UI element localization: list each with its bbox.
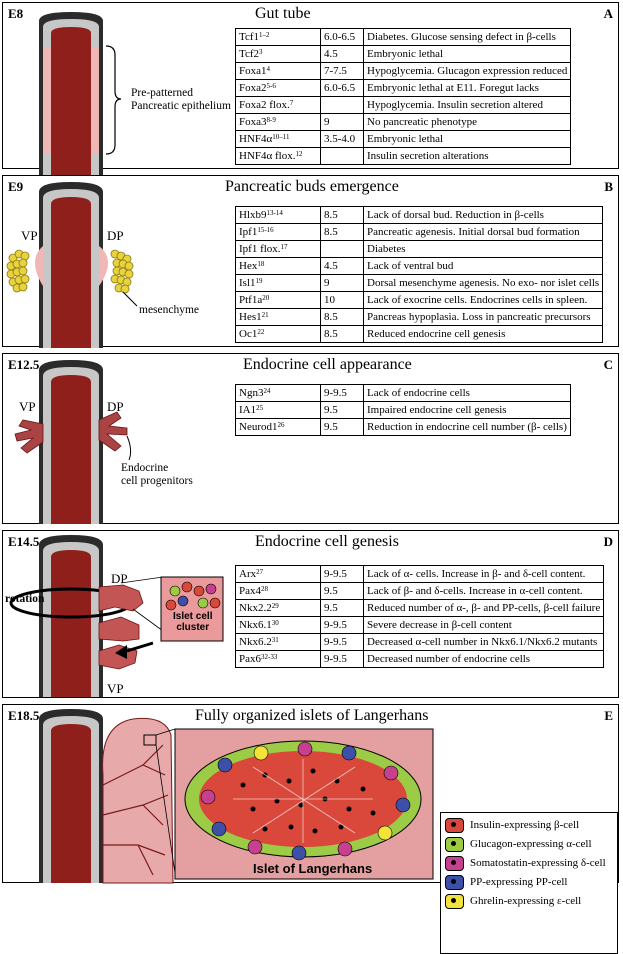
gene-row — [236, 402, 571, 419]
gene-row — [236, 224, 603, 241]
gene-phenotype: Hypoglycemia. Glucagon expression reduced — [364, 63, 571, 80]
epsilon-cell-icon — [445, 894, 464, 909]
gene-phenotype: Lack of dorsal bud. Reduction in β-cells — [364, 207, 603, 224]
gene-name: $Pax4^{28}$ — [236, 583, 321, 600]
gene-name: $Ptf1a^{20}$ — [236, 292, 321, 309]
gene-stage: 8.5 — [321, 207, 364, 224]
gene-row — [236, 309, 603, 326]
gene-phenotype: Reduced number of α-, β- and PP-cells, β-cell failure — [364, 600, 604, 617]
legend-item: Glucagon-expressing α-cell — [445, 837, 592, 852]
gene-stage: 7-7.5 — [321, 63, 364, 80]
gene-phenotype: Lack of endocrine cells — [364, 385, 571, 402]
gene-row — [236, 600, 604, 617]
panel-c — [2, 353, 619, 524]
panel-a — [2, 2, 619, 169]
mesenchyme-label: mesenchyme — [139, 304, 200, 316]
pp-cell-icon — [445, 875, 464, 890]
gene-row — [236, 275, 603, 292]
gene-stage: 8.5 — [321, 326, 364, 343]
gene-stage — [321, 148, 364, 165]
gene-phenotype: Pancreas hypoplasia. Loss in pancreatic precursors — [364, 309, 603, 326]
panel-e-letter: E — [604, 708, 613, 723]
gene-phenotype: Lack of β- and δ-cells. Increase in α-cell content. — [364, 583, 604, 600]
gene-row — [236, 292, 603, 309]
gene-phenotype: Severe decrease in β-cell content — [364, 617, 604, 634]
gene-row — [236, 385, 571, 402]
panel-b — [2, 175, 619, 347]
gene-row — [236, 148, 571, 165]
vp-label-d: VP — [107, 681, 124, 696]
gene-name: $Foxa1^4$ — [236, 63, 321, 80]
gene-stage — [321, 241, 364, 258]
beta-cell-icon — [445, 818, 464, 833]
gene-phenotype: Decreased α-cell number in Nkx6.1/Nkx6.2 mutants — [364, 634, 604, 651]
gene-name: $Oc1^{22}$ — [236, 326, 321, 343]
gene-name: $Nkx6.1^{30}$ — [236, 617, 321, 634]
dp-label-c: DP — [107, 399, 124, 414]
cell-type-legend — [440, 812, 618, 954]
gene-row — [236, 258, 603, 275]
legend-item: PP-expressing PP-cell — [445, 875, 567, 890]
gene-row — [236, 326, 603, 343]
pancreatic-buds-diagram — [3, 176, 243, 346]
gene-row — [236, 29, 571, 46]
legend-item: Insulin-expressing β-cell — [445, 818, 579, 833]
gene-phenotype: Diabetes. Glucose sensing defect in β-cells — [364, 29, 571, 46]
gene-stage: 6.0-6.5 — [321, 29, 364, 46]
gene-name: $Neurod1^{26}$ — [236, 419, 321, 436]
gene-phenotype: Hypoglycemia. Insulin secretion altered — [364, 97, 571, 114]
endocrine-progenitors-label: Endocrine cell progenitors — [121, 462, 193, 487]
gene-stage: 9-9.5 — [321, 634, 364, 651]
gene-row — [236, 131, 571, 148]
panel-d-title: Endocrine cell genesis — [255, 533, 399, 550]
gene-phenotype: Pancreatic agenesis. Initial dorsal bud formation — [364, 224, 603, 241]
gene-phenotype: Reduced endocrine cell genesis — [364, 326, 603, 343]
gene-phenotype: Diabetes — [364, 241, 603, 258]
gene-stage: 8.5 — [321, 309, 364, 326]
gene-name: $Nkx6.2^{31}$ — [236, 634, 321, 651]
gene-name: $Isl1^{19}$ — [236, 275, 321, 292]
gene-row — [236, 80, 571, 97]
gene-stage: 9-9.5 — [321, 385, 364, 402]
islet-cluster-label: Islet cell cluster — [173, 611, 213, 633]
gene-row — [236, 634, 604, 651]
gene-stage: 9.5 — [321, 583, 364, 600]
gene-phenotype: Reduction in endocrine cell number (β- cells) — [364, 419, 571, 436]
panel-d — [2, 530, 619, 698]
panel-d-stage: E14.5 — [8, 534, 40, 549]
mesenchyme-cells-right — [111, 250, 133, 293]
gene-name: $Hes1^{21}$ — [236, 309, 321, 326]
panel-a-stage: E8 — [8, 6, 24, 21]
dp-label-d: DP — [111, 571, 128, 586]
gene-phenotype: Embryonic lethal — [364, 131, 571, 148]
gene-name: Ipf1$^{15-16}$ — [236, 224, 321, 241]
gene-phenotype: Embryonic lethal at E11. Foregut lacks — [364, 80, 571, 97]
gene-name: Hex$^{18}$ — [236, 258, 321, 275]
alpha-cell-icon — [445, 837, 464, 852]
gene-row — [236, 63, 571, 80]
gene-phenotype: Decreased number of endocrine cells — [364, 651, 604, 668]
gene-phenotype: Dorsal mesenchyme agenesis. No exo- nor islet cells — [364, 275, 603, 292]
gene-phenotype: Lack of ventral bud — [364, 258, 603, 275]
gene-stage: 9.5 — [321, 402, 364, 419]
endocrine-appearance-diagram — [3, 354, 243, 524]
gene-stage — [321, 97, 364, 114]
gene-name: Foxa2 flox.$^7$ — [236, 97, 321, 114]
gene-name: $Ngn3^{24}$ — [236, 385, 321, 402]
gene-name: Arx$^{27}$ — [236, 566, 321, 583]
panel-b-title: Pancreatic buds emergence — [225, 178, 399, 195]
gene-stage: 9-9.5 — [321, 651, 364, 668]
gene-row — [236, 583, 604, 600]
panel-c-letter: C — [603, 357, 613, 372]
gene-table-a — [235, 28, 571, 165]
gene-phenotype: Impaired endocrine cell genesis — [364, 402, 571, 419]
panel-c-title: Endocrine cell appearance — [243, 356, 412, 373]
gene-table-c — [235, 384, 571, 436]
gene-stage: 9 — [321, 114, 364, 131]
panel-e-stage: E18.5 — [8, 708, 40, 723]
gene-stage: 9 — [321, 275, 364, 292]
gene-stage: 9-9.5 — [321, 566, 364, 583]
dp-label: DP — [107, 228, 124, 243]
gene-row — [236, 651, 604, 668]
organized-islets-diagram — [3, 705, 443, 883]
legend-item: Somatostatin-expressing δ-cell — [445, 856, 606, 871]
gene-name: $IA1^{25}$ — [236, 402, 321, 419]
gene-stage: 8.5 — [321, 224, 364, 241]
legend-item: Ghrelin-expressing ε-cell — [445, 894, 581, 909]
mesenchyme-cells-left — [7, 250, 29, 292]
panel-e-title: Fully organized islets of Langerhans — [195, 707, 429, 724]
gene-name: $Nkx2.2^{29}$ — [236, 600, 321, 617]
vp-label-c: VP — [19, 399, 36, 414]
gene-phenotype: Lack of exocrine cells. Endocrines cells in spleen. — [364, 292, 603, 309]
gene-name: Pax6$^{32-33}$ — [236, 651, 321, 668]
gene-stage: 3.5-4.0 — [321, 131, 364, 148]
gene-table-d — [235, 565, 604, 668]
gene-name: $Tcf2^3$ — [236, 46, 321, 63]
gene-table-b — [235, 206, 603, 343]
panel-b-letter: B — [604, 179, 613, 194]
gene-phenotype: No pancreatic phenotype — [364, 114, 571, 131]
gene-name: Foxa3$^{8-9}$ — [236, 114, 321, 131]
islet-of-langerhans-label: Islet of Langerhans — [253, 861, 373, 876]
panel-a-title: Gut tube — [255, 5, 311, 22]
gene-phenotype: Embryonic lethal — [364, 46, 571, 63]
panel-d-letter: D — [603, 534, 613, 549]
gene-row — [236, 114, 571, 131]
gene-row — [236, 566, 604, 583]
pre-patterned-label: Pre-patterned Pancreatic epithelium — [131, 87, 231, 112]
gene-name: Tcf1$^{1-2}$ — [236, 29, 321, 46]
gene-stage: 9.5 — [321, 600, 364, 617]
delta-cell-icon — [445, 856, 464, 871]
gene-name: Hlxb9$^{13-14}$ — [236, 207, 321, 224]
panel-b-stage: E9 — [8, 179, 24, 194]
rotation-label: rotation — [5, 593, 45, 605]
gene-name: Ipf1 flox.$^{17}$ — [236, 241, 321, 258]
vp-label: VP — [21, 228, 38, 243]
gene-name: Foxa2$^{5-6}$ — [236, 80, 321, 97]
gut-tube-e8-diagram — [3, 3, 243, 168]
gene-name: HNF4α flox.$^{12}$ — [236, 148, 321, 165]
gene-row — [236, 46, 571, 63]
gene-stage: 9-9.5 — [321, 617, 364, 634]
gene-stage: 4.5 — [321, 46, 364, 63]
gene-stage: 10 — [321, 292, 364, 309]
gene-row — [236, 419, 571, 436]
panel-a-letter: A — [603, 6, 613, 21]
gene-stage: 9.5 — [321, 419, 364, 436]
gene-phenotype: Lack of α- cells. Increase in β- and δ-cell content. — [364, 566, 604, 583]
gene-row — [236, 207, 603, 224]
gene-phenotype: Insulin secretion alterations — [364, 148, 571, 165]
gene-stage: 4.5 — [321, 258, 364, 275]
gene-stage: 6.0-6.5 — [321, 80, 364, 97]
gene-row — [236, 241, 603, 258]
gene-row — [236, 617, 604, 634]
panel-c-stage: E12.5 — [8, 357, 40, 372]
gene-name: $HNF4\alpha^{10-11}$ — [236, 131, 321, 148]
gene-row — [236, 97, 571, 114]
